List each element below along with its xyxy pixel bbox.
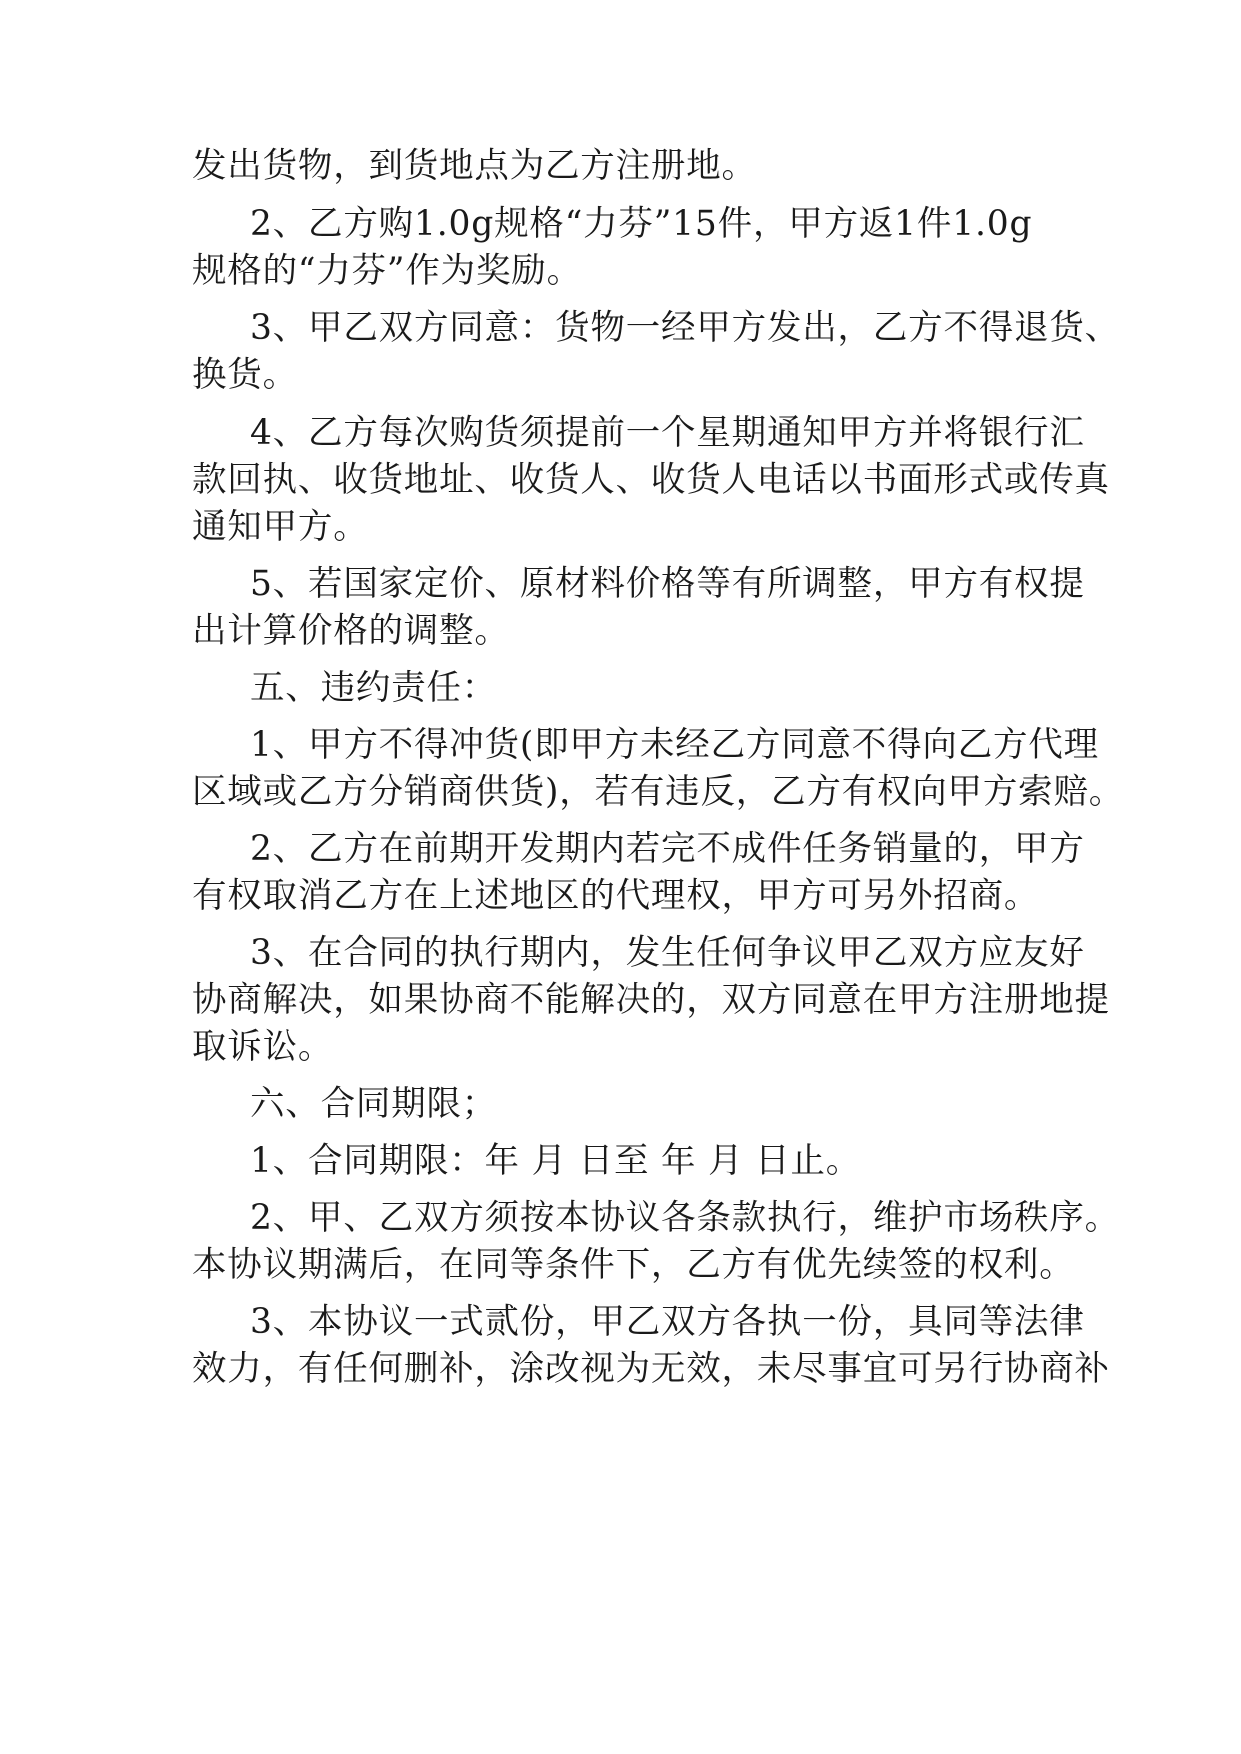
term-clause-2-line-1: 2、甲、乙双方须按本协议各条款执行，维护市场秩序。 (250, 1198, 1120, 1238)
breach-clause-3-line-3: 取诉讼。 (192, 1027, 334, 1067)
section-heading-term: 六、合同期限； (250, 1084, 498, 1124)
breach-clause-2-line-1: 2、乙方在前期开发期内若完不成件任务销量的，甲方 (250, 829, 1085, 869)
clause-2-line-2: 规格的“力芬”作为奖励。 (192, 251, 582, 291)
clause-4-line-1: 4、乙方每次购货须提前一个星期通知甲方并将银行汇 (250, 413, 1085, 453)
breach-clause-3-line-2: 协商解决，如果协商不能解决的，双方同意在甲方注册地提 (192, 980, 1110, 1020)
clause-2-line-1: 2、乙方购1.0g规格“力芬”15件，甲方返1件1.0g (250, 204, 1033, 244)
term-clause-3-line-2: 效力，有任何删补，涂改视为无效，未尽事宜可另行协商补 (192, 1349, 1110, 1389)
clause-3-line-2: 换货。 (192, 355, 298, 395)
breach-clause-3-line-1: 3、在合同的执行期内，发生任何争议甲乙双方应友好 (250, 933, 1085, 973)
clause-5-line-1: 5、若国家定价、原材料价格等有所调整，甲方有权提 (250, 564, 1085, 604)
clause-4-line-2: 款回执、收货地址、收货人、收货人电话以书面形式或传真 (192, 460, 1110, 500)
clause-5-line-2: 出计算价格的调整。 (192, 611, 510, 651)
term-clause-1: 1、合同期限：年 月 日至 年 月 日止。 (250, 1141, 862, 1181)
breach-clause-2-line-2: 有权取消乙方在上述地区的代理权，甲方可另外招商。 (192, 876, 1040, 916)
clause-3-line-1: 3、甲乙双方同意：货物一经甲方发出，乙方不得退货、 (250, 308, 1120, 348)
term-clause-3-line-1: 3、本协议一式贰份，甲乙双方各执一份，具同等法律 (250, 1302, 1085, 1342)
breach-clause-1-line-2: 区域或乙方分销商供货)，若有违反，乙方有权向甲方索赔。 (192, 772, 1125, 812)
term-clause-2-line-2: 本协议期满后，在同等条件下，乙方有优先续签的权利。 (192, 1245, 1075, 1285)
clause-4-line-3: 通知甲方。 (192, 507, 369, 547)
breach-clause-1-line-1: 1、甲方不得冲货(即甲方未经乙方同意不得向乙方代理 (250, 725, 1099, 765)
text-line: 发出货物，到货地点为乙方注册地。 (192, 146, 757, 186)
section-heading-breach: 五、违约责任： (250, 668, 498, 708)
